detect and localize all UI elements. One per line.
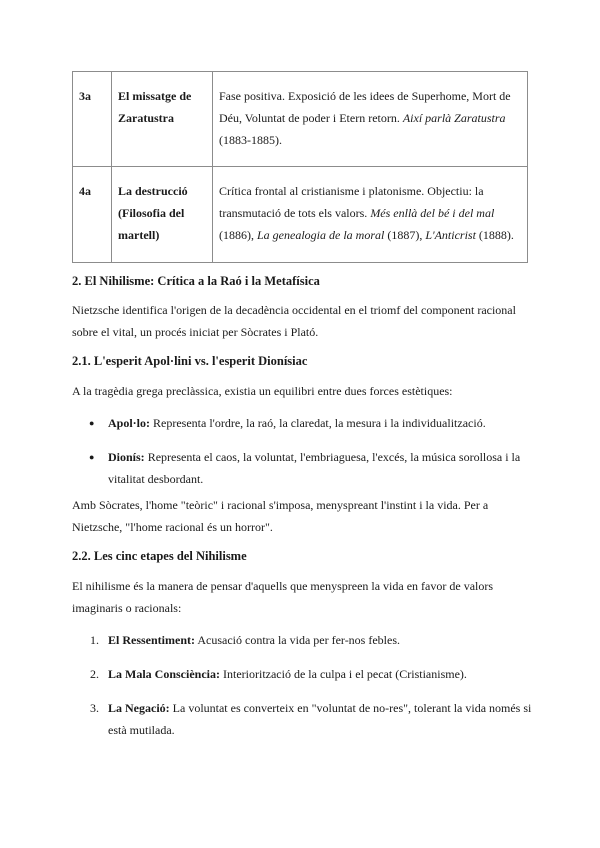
phase-title-line: martell) bbox=[118, 228, 160, 242]
list-number: 1. bbox=[90, 633, 99, 647]
section-paragraph: Amb Sòcrates, l'home "teòric" i racional s'imposa, menyspreant l'instint i la vida. Per a Nietzsche, "l'home racional és un horror". bbox=[72, 498, 489, 534]
section-paragraph: A la tragèdia grega preclàssica, existia un equilibri entre dues forces estètiques: bbox=[72, 384, 453, 398]
section-heading: 2. El Nihilisme: Crítica a la Raó i la Metafísica bbox=[72, 274, 320, 288]
list-item bbox=[72, 629, 532, 651]
subsection-heading: 2.1. L'esperit Apol·lini vs. l'esperit Dionísiac bbox=[72, 354, 308, 368]
list-item-text: Representa l'ordre, la raó, la claredat, la mesura i la individualització. bbox=[150, 416, 486, 430]
list-item bbox=[72, 697, 532, 741]
phase-title-line: La destrucció bbox=[118, 184, 188, 198]
list-item-text: Interiorització de la culpa i el pecat (Cristianisme). bbox=[220, 667, 467, 681]
list-item-label: El Ressentiment: bbox=[108, 633, 195, 647]
list-item-text: Representa el caos, la voluntat, l'embriaguesa, l'excés, la música sorollosa i la vitalitat desbordant. bbox=[108, 450, 521, 486]
phase-title-line: (Filosofia del bbox=[118, 206, 185, 220]
work-title: Més enllà del bé i del mal bbox=[370, 206, 495, 220]
forces-list bbox=[72, 412, 532, 490]
table-row bbox=[73, 167, 528, 263]
list-number: 3. bbox=[90, 701, 99, 715]
subsection-heading: 2.2. Les cinc etapes del Nihilisme bbox=[72, 549, 247, 563]
section-paragraph: Nietzsche identifica l'origen de la decadència occidental en el triomf del component racional sobre el vital, un procés iniciat per Sòcrates i Plató. bbox=[72, 303, 516, 339]
work-year: (1888). bbox=[475, 228, 514, 242]
work-year: (1883-1885). bbox=[219, 133, 282, 147]
work-year: (1886), bbox=[219, 228, 257, 242]
list-item-text: La voluntat es converteix en "voluntat de no-res", tolerant la vida només si està mutilada. bbox=[108, 701, 532, 737]
list-item-label: La Mala Consciència: bbox=[108, 667, 220, 681]
work-year: (1887), bbox=[384, 228, 426, 242]
phase-description-text: Crítica frontal al cristianisme i platonisme. Objectiu: la transmutació de tots els valors. bbox=[219, 184, 484, 220]
phase-description bbox=[213, 167, 528, 263]
phase-description-text: Fase positiva. Exposició de les idees de Superhome, Mort de Déu, Voluntat de poder i Etern retorn. bbox=[219, 89, 511, 125]
phase-number: 4a bbox=[73, 167, 112, 263]
phase-description bbox=[213, 72, 528, 167]
phases-table bbox=[72, 71, 528, 263]
stages-list bbox=[72, 629, 532, 741]
bullet-icon: ● bbox=[89, 452, 95, 462]
phase-title bbox=[112, 72, 213, 167]
bullet-icon: ● bbox=[89, 418, 95, 428]
list-item-label: La Negació: bbox=[108, 701, 170, 715]
section-paragraph: El nihilisme és la manera de pensar d'aquells que menyspreen la vida en favor de valors imaginaris o racionals: bbox=[72, 579, 494, 615]
phase-number: 3a bbox=[73, 72, 112, 167]
list-item-label: Dionís: bbox=[108, 450, 145, 464]
list-item bbox=[72, 412, 532, 434]
table-row bbox=[73, 72, 528, 167]
list-item-label: Apol·lo: bbox=[108, 416, 151, 430]
work-title: L'Anticrist bbox=[425, 228, 476, 242]
list-number: 2. bbox=[90, 667, 99, 681]
work-title: La genealogia de la moral bbox=[257, 228, 385, 242]
phase-title-line: El missatge de bbox=[118, 89, 192, 103]
phase-title bbox=[112, 167, 213, 263]
list-item bbox=[72, 446, 532, 490]
work-title: Així parlà Zaratustra bbox=[402, 111, 506, 125]
list-item bbox=[72, 663, 532, 685]
list-item-text: Acusació contra la vida per fer-nos febles. bbox=[195, 633, 401, 647]
phase-title-line: Zaratustra bbox=[118, 111, 174, 125]
